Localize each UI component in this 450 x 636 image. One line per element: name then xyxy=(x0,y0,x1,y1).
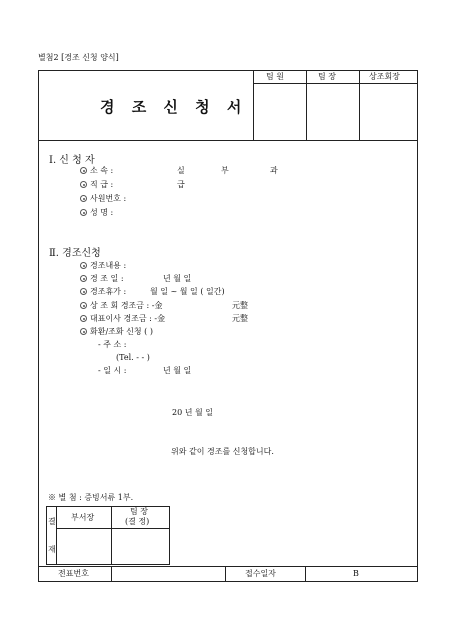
application-date: 20 년 월 일 xyxy=(172,408,213,417)
receipt-date-value: B xyxy=(353,569,359,578)
footer-col-divider-2 xyxy=(225,566,226,582)
employee-no-row xyxy=(80,195,126,203)
sign-col-decision: (결 정) xyxy=(125,517,150,526)
bullet-icon xyxy=(80,262,87,269)
bullet-icon xyxy=(80,315,87,322)
event-content-label: 경조내용 : xyxy=(90,261,127,270)
affiliation-row xyxy=(80,167,113,175)
datetime-label: - 일 시 : xyxy=(98,366,127,375)
bullet-icon xyxy=(80,209,87,216)
footer-divider xyxy=(38,566,418,567)
sign-box-header-line xyxy=(56,528,170,529)
request-statement: 위와 같이 경조를 신청합니다. xyxy=(171,447,274,456)
approval-header-team-member: 팀 원 xyxy=(266,72,284,81)
event-content-row xyxy=(80,262,126,270)
leave-value: 월 일 ~ 월 일 ( 일간) xyxy=(150,287,225,296)
section1-heading: Ⅰ. 신 청 자 xyxy=(49,155,95,166)
form-title: 경 조 신 청 서 xyxy=(100,98,248,116)
rank-row xyxy=(80,181,113,189)
bullet-icon xyxy=(80,302,87,309)
bullet-icon xyxy=(80,195,87,202)
rank-label: 직 급 : xyxy=(90,180,114,189)
name-row xyxy=(80,209,113,217)
mutual-aid-unit: 元整 xyxy=(232,301,248,310)
affiliation-part-1: 실 xyxy=(177,166,185,175)
bullet-icon xyxy=(80,167,87,174)
event-date-label: 경 조 일 : xyxy=(90,274,124,283)
approval-divider-2 xyxy=(306,70,307,140)
footer-col-divider-3 xyxy=(305,566,306,582)
sign-col-team-leader: 팀 장 xyxy=(130,507,148,516)
affiliation-part-2: 부 xyxy=(221,166,229,175)
form-tag: 별첨2 [경조 신청 양식] xyxy=(38,53,119,62)
leave-label: 경조휴가 : xyxy=(90,287,127,296)
approval-header-chairman: 상조회장 xyxy=(369,72,400,81)
wreath-row xyxy=(80,328,153,336)
sign-col-dept-head: 부서장 xyxy=(71,513,95,522)
footer-col-divider-1 xyxy=(111,566,112,582)
bullet-icon xyxy=(80,288,87,295)
datetime-value: 년 월 일 xyxy=(163,366,192,375)
wreath-label: 화환/조화 신청 ( ) xyxy=(90,327,153,336)
event-date-row xyxy=(80,275,124,283)
approval-header-line xyxy=(253,83,418,84)
mutual-aid-row xyxy=(80,302,162,310)
employee-no-label: 사원번호 : xyxy=(90,194,127,203)
mutual-aid-label: 상 조 회 경조금 : -金 xyxy=(90,301,163,310)
affiliation-label: 소 속 : xyxy=(90,166,114,175)
sign-side-label-bottom: 재 xyxy=(48,545,56,554)
header-divider xyxy=(38,140,418,141)
voucher-label: 전표번호 xyxy=(58,569,89,578)
event-date-value: 년 월 일 xyxy=(163,274,192,283)
approval-sign-box xyxy=(46,506,170,565)
sign-box-side-divider xyxy=(56,506,57,565)
affiliation-part-3: 과 xyxy=(270,166,278,175)
ceo-aid-label: 대표이사 경조금 : -金 xyxy=(90,314,166,323)
ceo-aid-row xyxy=(80,315,165,323)
tel-label: (Tel. - - ) xyxy=(116,353,150,362)
receipt-date-label: 접수일자 xyxy=(245,569,276,578)
approval-header-team-leader: 팀 장 xyxy=(318,72,336,81)
attachment-note: ※ 별 첨 : 증빙서류 1부. xyxy=(48,493,134,502)
sign-box-col-divider xyxy=(111,506,112,565)
leave-row xyxy=(80,288,126,296)
rank-part: 급 xyxy=(177,180,185,189)
section2-heading: Ⅱ. 경조신청 xyxy=(49,248,101,259)
bullet-icon xyxy=(80,275,87,282)
bullet-icon xyxy=(80,181,87,188)
ceo-aid-unit: 元整 xyxy=(232,314,248,323)
name-label: 성 명 : xyxy=(90,208,114,217)
approval-divider-3 xyxy=(359,70,360,140)
address-label: - 주 소 : xyxy=(98,340,127,349)
sign-side-label-top: 결 xyxy=(48,517,56,526)
bullet-icon xyxy=(80,328,87,335)
approval-divider-1 xyxy=(253,70,254,140)
